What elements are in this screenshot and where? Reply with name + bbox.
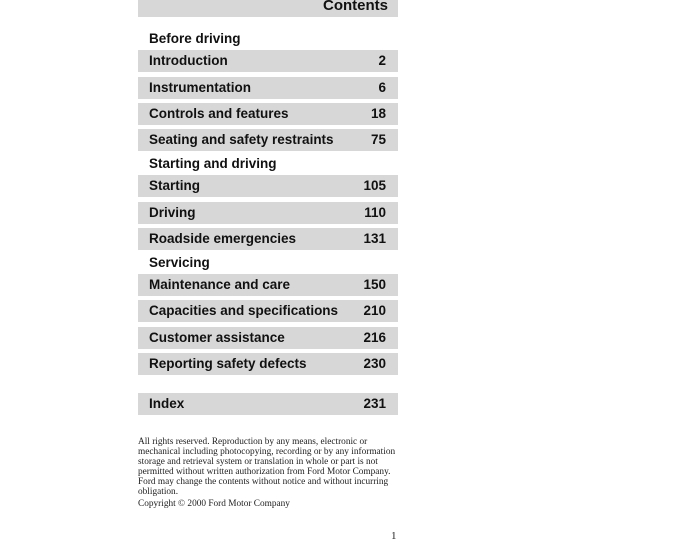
toc-entry-index[interactable] — [138, 393, 398, 415]
toc-entry-page: 110 — [364, 205, 386, 220]
toc-entry-maintenance-and-care[interactable] — [138, 274, 398, 296]
toc-entry-label: Driving — [149, 205, 196, 220]
toc-entry-page: 231 — [363, 396, 386, 411]
toc-entry-page: 2 — [378, 53, 386, 68]
toc-entry-reporting-safety-defects[interactable] — [138, 353, 398, 375]
section-heading-servicing: Servicing — [149, 255, 210, 270]
toc-entry-page: 150 — [363, 277, 386, 292]
page-title: Contents — [323, 0, 388, 14]
toc-entry-page: 210 — [363, 303, 386, 318]
contents-header — [138, 0, 398, 17]
toc-entry-introduction[interactable] — [138, 50, 398, 72]
toc-entry-page: 6 — [378, 80, 386, 95]
toc-entry-label: Seating and safety restraints — [149, 132, 334, 147]
toc-entry-customer-assistance[interactable] — [138, 327, 398, 349]
toc-entry-page: 18 — [370, 106, 386, 121]
toc-entry-label: Starting — [149, 178, 201, 193]
toc-entry-starting[interactable] — [138, 175, 398, 197]
toc-entry-label: Capacities and specifications — [149, 303, 339, 318]
toc-entry-label: Reporting safety defects — [149, 356, 307, 371]
toc-entry-label: Maintenance and care — [149, 277, 291, 292]
legal-notice: All rights reserved. Reproduction by any means, electronic or mechanical including photocopying, recording or by any information storage and retrieval system or translation in whole or part is not permitted without written authorization from Ford Motor Company. Ford may change the contents without notice and without incurring obligation. — [138, 437, 396, 497]
toc-entry-label: Roadside emergencies — [149, 231, 297, 246]
toc-entry-label: Controls and features — [149, 106, 289, 121]
toc-entry-label: Instrumentation — [149, 80, 252, 95]
toc-entry-roadside-emergencies[interactable] — [138, 228, 398, 250]
toc-entry-seating-and-safety-restraints[interactable] — [138, 129, 398, 151]
toc-entry-page: 105 — [363, 178, 386, 193]
toc-entry-controls-and-features[interactable] — [138, 103, 398, 125]
section-heading-starting-and-driving: Starting and driving — [149, 156, 277, 171]
toc-entry-driving[interactable] — [138, 202, 398, 224]
toc-entry-label: Customer assistance — [149, 330, 285, 345]
page-number: 1 — [391, 530, 397, 542]
toc-entry-capacities-and-specifications[interactable] — [138, 300, 398, 322]
toc-entry-page: 216 — [363, 330, 386, 345]
toc-entry-page: 131 — [363, 231, 386, 246]
copyright-notice: Copyright © 2000 Ford Motor Company — [138, 499, 290, 509]
toc-entry-page: 75 — [370, 132, 386, 147]
toc-entry-instrumentation[interactable] — [138, 77, 398, 99]
section-heading-before-driving: Before driving — [149, 31, 241, 46]
toc-entry-page: 230 — [363, 356, 386, 371]
toc-entry-label: Index — [149, 396, 185, 411]
toc-entry-label: Introduction — [149, 53, 228, 68]
